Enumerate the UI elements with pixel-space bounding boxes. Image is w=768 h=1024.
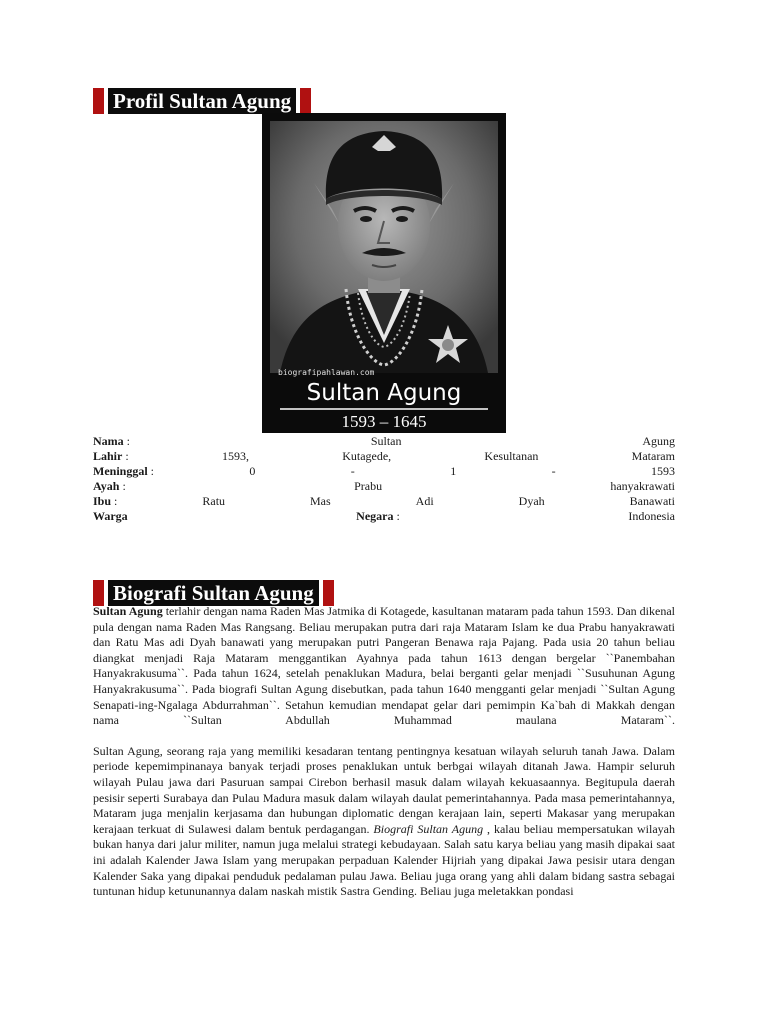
biography-italic-title: Biografi Sultan Agung <box>373 821 484 836</box>
biography-paragraph-2: Sultan Agung, seorang raja yang memiliki kesadaran tentang pentingnya kesatuan wilayah seluruh tanah Jawa. Dalam periode kepemimpinanaya banyak terjadi proses penaklukan untuk berbgai wilayah ditanah Jawa. Hampir seluruh wilayah Pulau jawa dari Pasuruan sampai Cirebon berhasil masuk dalam wilayah kekuasaannya. Begitupula daerah pesisir seperti Surabaya dan Pulau Madura masuk dalam wilayah daulat pemerintahannya. Pada masa pemerintahannya, Mataram juga menjalin kerjasama dan hubungan diplomatic dengan kerajaan lain, seperti Makasar yang merupakan kerajaan terkuat di Sulawesi dalam bentuk perdagangan. Biografi Sultan Agung , kalau beliau mempersatukan wilayah bukan hanya dari jalur militer, namun juga melalui strategi kebudayaan. Salah satu karya beliau yang masih dipakai saat ini adalah Kalender Jawa Islam yang merupakan perpaduan Kalender Hijriah yang dipakai Jawa pesisir utara dengan Kalender Saka yang dipakai penduduk pedalaman pulau Jawa. Beliau juga orang yang ahli dalam bidang sastra sebagai tuntunan hidup ketununannya dalam naskah mistik Sastra Gending. Beliau juga meletakkan pondasi <box>93 743 675 899</box>
portrait-name: Sultan Agung <box>306 380 462 406</box>
heading-bar-left <box>93 88 104 114</box>
profile-heading <box>93 88 311 114</box>
biography-heading-title: Biografi Sultan Agung <box>108 580 319 606</box>
profile-label-warga: Warga <box>93 509 128 523</box>
profile-label-negara: Negara <box>356 509 394 523</box>
profile-table <box>93 434 675 524</box>
biography-paragraph-1: Sultan Agung terlahir dengan nama Raden Mas Jatmika di Kotagede, kasultanan mataram pada tahun 1593. Dan dikenal pula dengan nama Raden Mas Rangsang. Beliau merupakan putra dari raja Mataram Islam ke dua Prabu hanyakrawati dan Ratu Mas adi Dyah banawati yang merupakan putri Pangeran Benawa raja Pajang. Pada usia 20 tahun beliau diangkat menjadi Raja Mataram menggantikan Ayahnya pada tahun 1613 dengan bergelar ``Panembahan Hanyakrakusuma``. Pada tahun 1624, setelah penaklukan Madura, belai berganti gelar menjadi ``Susuhunan Agung Hanyakrakusuma``. Pada biografi Sultan Agung disebutkan, pada tahun 1640 mengganti gelar menjadi ``Sultan Agung Senapati-ing-Ngalaga Abdurrahman``. Setahun kemudian mendapat gelar dari pemimpin Ka`bah di Makkah dengan nama ``Sultan Abdullah Muhammad maulana Mataram``. <box>93 604 675 728</box>
heading-bar-right <box>323 580 334 606</box>
profile-row-warga: Warga Negara : Indonesia <box>93 509 675 523</box>
portrait-illustration <box>262 113 506 433</box>
profile-label-lahir: Lahir <box>93 449 123 463</box>
profile-value-negara: Indonesia <box>628 509 675 523</box>
sultan-portrait <box>262 113 506 433</box>
profile-label-meninggal: Meninggal <box>93 464 148 478</box>
biography-heading <box>93 580 334 606</box>
profile-row-ayah: Ayah : Prabu hanyakrawati <box>93 479 675 493</box>
profile-label-nama: Nama <box>93 434 124 448</box>
profile-heading-title: Profil Sultan Agung <box>108 88 296 114</box>
biography-text <box>93 604 675 900</box>
profile-row-nama: Nama : Sultan Agung <box>93 434 675 448</box>
portrait-watermark: biografipahlawan.com <box>278 368 375 377</box>
profile-row-meninggal: Meninggal : 0 - 1 - 1593 <box>93 464 675 478</box>
portrait-years: 1593 – 1645 <box>341 412 427 431</box>
heading-bar-left <box>93 580 104 606</box>
heading-bar-right <box>300 88 311 114</box>
profile-row-lahir: Lahir : 1593, Kutagede, Kesultanan Mataram <box>93 449 675 463</box>
profile-row-ibu: Ibu : Ratu Mas Adi Dyah Banawati <box>93 494 675 508</box>
biography-name-bold: Sultan Agung <box>93 604 163 618</box>
profile-label-ayah: Ayah <box>93 479 120 493</box>
profile-label-ibu: Ibu <box>93 494 112 508</box>
